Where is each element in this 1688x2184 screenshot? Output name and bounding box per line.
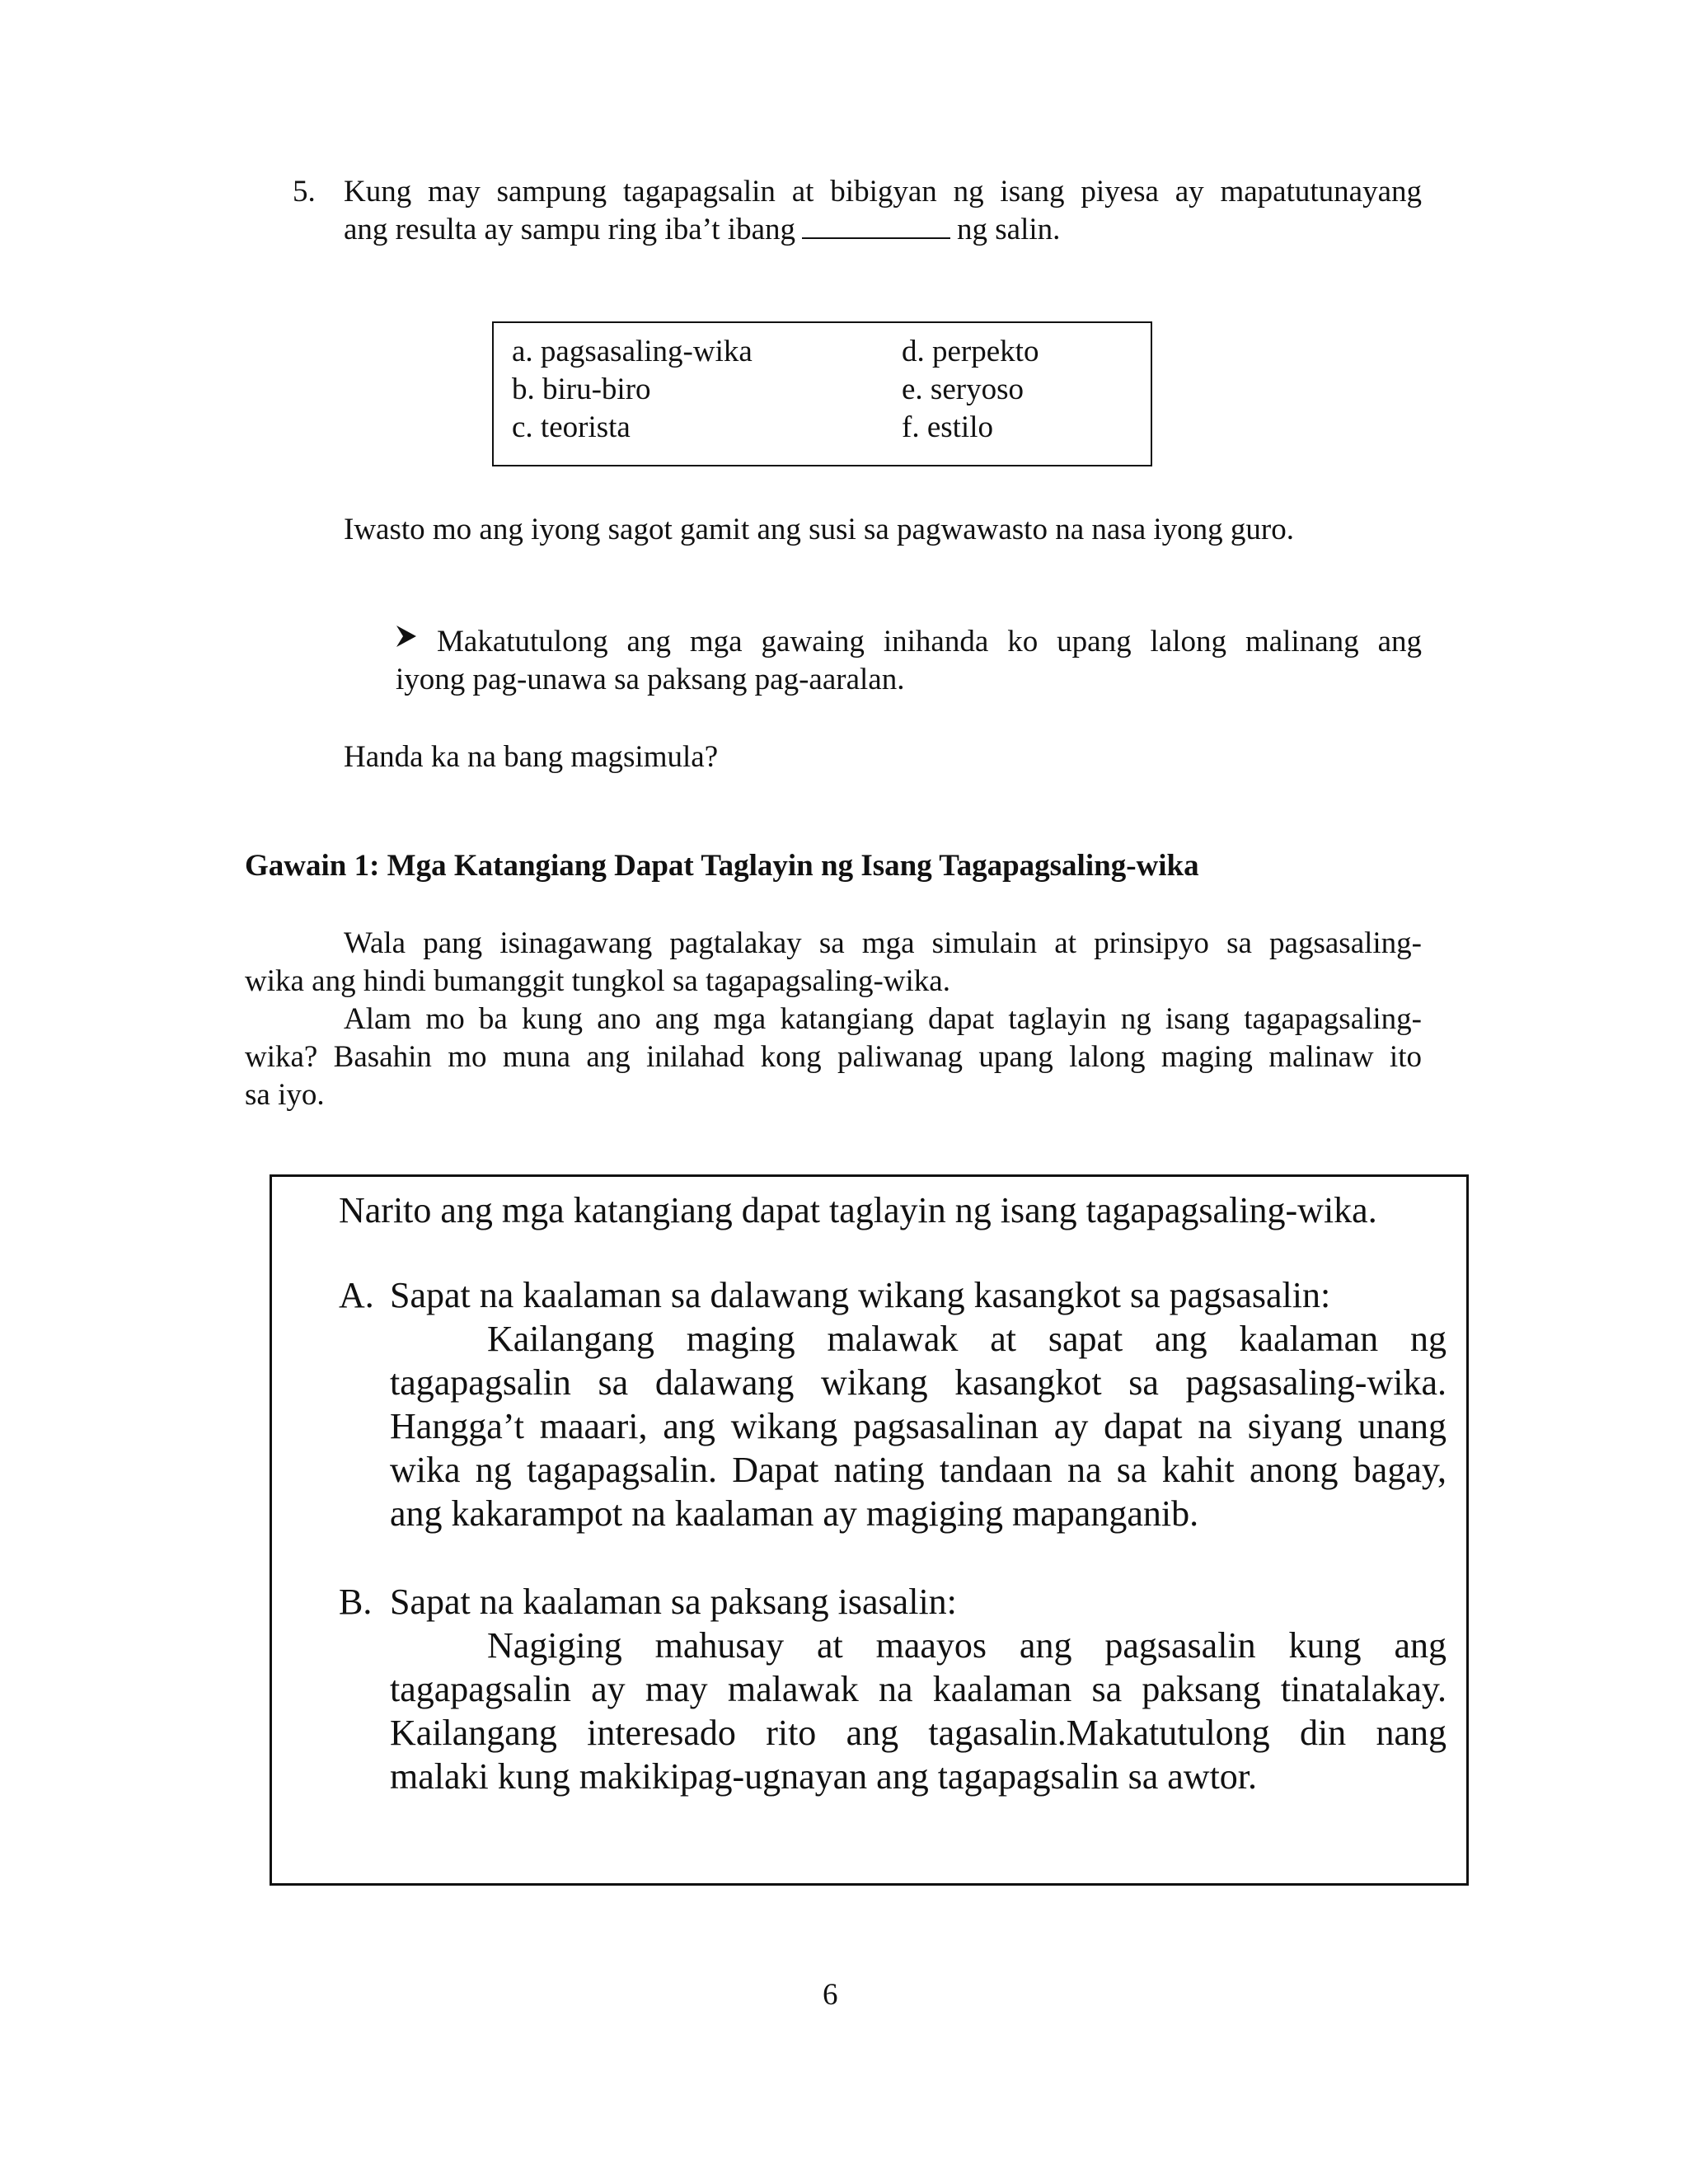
item-b-body xyxy=(390,1624,1447,1798)
paragraph-line: sa iyo. xyxy=(245,1078,325,1112)
body-line: Kailangang interesado rito ang tagasalin.Makatutulong din nang xyxy=(390,1713,1447,1753)
paragraph-line: Alam mo ba kung ano ang mga katangiang dapat taglayin ng isang tagapagsaling- xyxy=(344,1002,1422,1036)
characteristics-box xyxy=(270,1174,1469,1886)
item-b-letter: B. xyxy=(339,1582,373,1622)
item-a-letter: A. xyxy=(339,1275,374,1315)
body-line: ang kakarampot na kaalaman ay magiging mapanganib. xyxy=(390,1493,1199,1534)
body-line: tagapagsalin sa dalawang wikang kasangkot sa pagsasaling-wika. xyxy=(390,1362,1447,1403)
paragraph-line: Wala pang isinagawang pagtalakay sa mga simulain at prinsipyo sa pagsasaling- xyxy=(344,926,1422,960)
choice-d: d. perpekto xyxy=(902,335,1039,368)
body-line: Hangga’t maaari, ang wikang pagsasalinan ay dapat na siyang unang xyxy=(390,1406,1447,1446)
bullet-text-line: iyong pag-unawa sa paksang pag-aaralan. xyxy=(396,663,905,696)
choice-b: b. biru-biro xyxy=(512,373,651,406)
intro-paragraph-1 xyxy=(245,925,1422,1001)
box-title: Narito ang mga katangiang dapat taglayin ng isang tagapagsaling-wika. xyxy=(339,1190,1377,1230)
check-instruction: Iwasto mo ang iyong sagot gamit ang susi sa pagwawasto na nasa iyong guro. xyxy=(344,513,1294,546)
answer-blank xyxy=(802,213,950,239)
intro-paragraph-2 xyxy=(245,1001,1422,1114)
ready-prompt: Handa ka na bang magsimula? xyxy=(344,740,719,774)
choice-f: f. estilo xyxy=(902,410,993,444)
paragraph-line: wika? Basahin mo muna ang inilahad kong paliwanag upang lalong maging malinaw ito xyxy=(245,1040,1422,1074)
item-a-body xyxy=(390,1317,1447,1535)
body-line: Nagiging mahusay at maayos ang pagsasalin kung ang xyxy=(487,1625,1447,1666)
body-line: malaki kung makikipag-ugnayan ang tagapagsalin sa awtor. xyxy=(390,1756,1258,1797)
choice-e: e. seryoso xyxy=(902,373,1024,406)
choice-a: a. pagsasaling-wika xyxy=(512,335,753,368)
body-line: Kailangang maging malawak at sapat ang kaalaman ng xyxy=(487,1319,1447,1359)
item-b-heading: Sapat na kaalaman sa paksang isasalin: xyxy=(390,1582,957,1622)
page-number: 6 xyxy=(823,1978,838,2012)
question-number: 5. xyxy=(293,175,316,209)
choices-box xyxy=(492,321,1152,466)
question-text-before-blank: ang resulta ay sampu ring iba’t ibang xyxy=(344,213,796,246)
arrowhead-bullet-icon xyxy=(396,625,417,648)
item-a-heading: Sapat na kaalaman sa dalawang wikang kasangkot sa pagsasalin: xyxy=(390,1275,1331,1315)
bullet-text-line: Makatutulong ang mga gawaing inihanda ko upang lalong malinang ang xyxy=(437,625,1422,658)
paragraph-line: wika ang hindi bumanggit tungkol sa tagapagsaling-wika. xyxy=(245,964,950,998)
body-line: wika ng tagapagsalin. Dapat nating tandaan na sa kahit anong bagay, xyxy=(390,1450,1447,1490)
body-line: tagapagsalin ay may malawak na kaalaman sa paksang tinatalakay. xyxy=(390,1669,1447,1709)
question-text-line xyxy=(344,211,1060,249)
activity-heading: Gawain 1: Mga Katangiang Dapat Taglayin ng Isang Tagapagsaling-wika xyxy=(245,849,1199,883)
question-text-line: Kung may sampung tagapagsalin at bibigyan ng isang piyesa ay mapatutunayang xyxy=(344,175,1422,209)
choice-c: c. teorista xyxy=(512,410,631,444)
question-text-after-blank: ng salin. xyxy=(957,213,1061,246)
